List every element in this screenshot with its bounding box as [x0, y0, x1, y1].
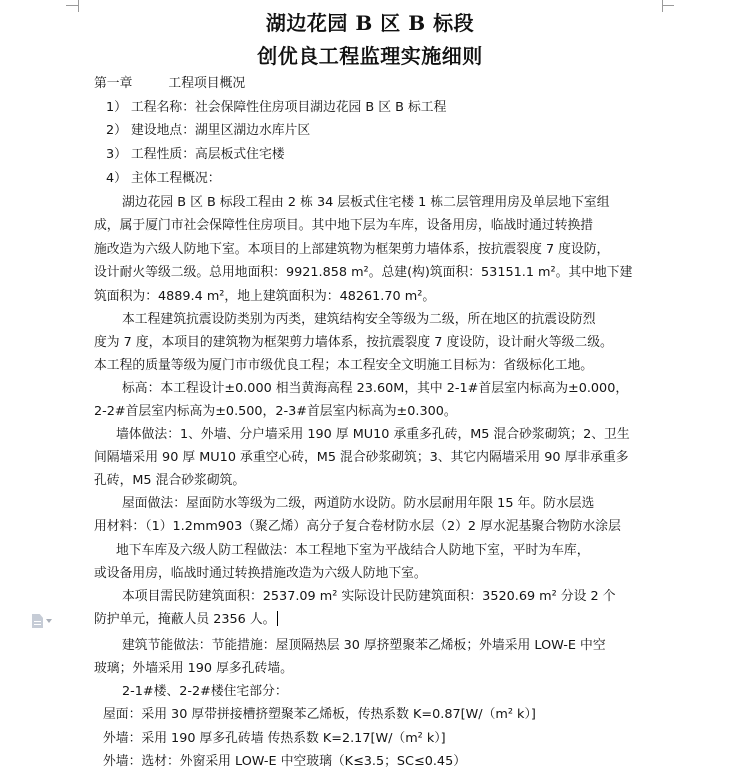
- paragraph-line: 2-2#首层室内标高为±0.500，2-3#首层室内标高为±0.300。: [94, 404, 457, 419]
- chapter-heading: [94, 75, 245, 93]
- paragraph-line: 本工程建筑抗震设防类别为丙类，建筑结构安全等级为二级，所在地区的抗震设防烈: [122, 312, 596, 327]
- paragraph-line: 用材料：（1）1.2mm903（聚乙烯）高分子复合卷材防水层（2）2 厚水泥基聚合物防水涂层: [94, 519, 621, 534]
- paragraph-options-button[interactable]: [32, 613, 62, 629]
- paragraph-line: 屋面做法：屋面防水等级为二级，两道防水设防。防水层耐用年限 15 年。防水层选: [122, 496, 595, 511]
- paragraph-options-icon: [32, 614, 43, 628]
- chapter-number: 第一章: [94, 76, 133, 91]
- paragraph-line: 本项目需民防建筑面积：2537.09 m² 实际设计民防建筑面积：3520.69 m² 分设 2 个: [122, 589, 616, 604]
- paragraph-line: 度为 7 度，本项目的建筑物为框架剪力墙体系，按抗震裂度 7 度设防，设计耐火等级二级。: [94, 335, 613, 350]
- paragraph-line: 或设备用房，临战时通过转换措施改造为六级人防地下室。: [94, 566, 427, 581]
- paragraph-line: 屋面：采用 30 厚带拼接槽挤塑聚苯乙烯板，传热系数 K=0.87[W/（m² k）]: [103, 707, 536, 722]
- paragraph-line: 施改造为六级人防地下室。本项目的上部建筑物为框架剪力墙体系，按抗震裂度 7 度设防，: [94, 242, 610, 257]
- list-item-1: 1） 工程名称：社会保障性住房项目湖边花园 B 区 B 标工程: [106, 100, 447, 115]
- crop-mark-top-right: [662, 5, 674, 6]
- list-item-2: 2） 建设地点：湖里区湖边水库片区: [106, 123, 311, 138]
- paragraph-line: 湖边花园 B 区 B 标段工程由 2 栋 34 层板式住宅楼 1 栋二层管理用房及单层地下室组: [122, 195, 610, 210]
- paragraph-line: 外墙：采用 190 厚多孔砖墙 传热系数 K=2.17[W/（m² k）]: [103, 731, 446, 746]
- text-cursor: [277, 611, 278, 626]
- paragraph-line: 孔砖，M5 混合砂浆砌筑。: [94, 473, 246, 488]
- paragraph-line: 玻璃；外墙采用 190 厚多孔砖墙。: [94, 661, 293, 676]
- paragraph-line: 标高：本工程设计±0.000 相当黄海高程 23.60M，其中 2-1#首层室内标高为±0.000，: [122, 381, 629, 396]
- crop-mark-top-left: [66, 5, 78, 6]
- paragraph-line: 地下车库及六级人防工程做法：本工程地下室为平战结合人防地下室，平时为车库，: [116, 543, 590, 558]
- list-item-4: 4） 主体工程概况：: [106, 171, 221, 186]
- paragraph-line: 2-1#楼、2-2#楼住宅部分：: [122, 684, 288, 699]
- paragraph-line-text: 防护单元，掩蔽人员 2356 人。: [94, 612, 276, 627]
- paragraph-line: 筑面积为：4889.4 m²，地上建筑面积为：48261.70 m²。: [94, 289, 436, 304]
- paragraph-line: 建筑节能做法：节能措施：屋顶隔热层 30 厚挤塑聚苯乙烯板；外墙采用 LOW-E 中空: [122, 638, 606, 653]
- document-title-line2: 创优良工程监理实施细则: [257, 44, 483, 68]
- paragraph-line: 墙体做法：1、外墙、分户墙采用 190 厚 MU10 承重多孔砖，M5 混合砂浆砌筑；2、卫生: [116, 427, 630, 442]
- paragraph-line: 外墙：选材：外窗采用 LOW-E 中空玻璃（K≤3.5；SC≤0.45）: [103, 754, 467, 769]
- paragraph-line: 设计耐火等级二级。总用地面积：9921.858 m²。总建(构)筑面积：53151.1 m²。其中地下建: [94, 265, 633, 280]
- list-item-3: 3） 工程性质：高层板式住宅楼: [106, 147, 285, 162]
- chevron-down-icon: [46, 619, 52, 623]
- document-title-line1: 湖边花园 B 区 B 标段: [265, 11, 475, 35]
- paragraph-line: 成，属于厦门市社会保障性住房项目。其中地下层为车库，设备用房，临战时通过转换措: [94, 218, 594, 233]
- paragraph-line: 间隔墙采用 90 厚 MU10 承重空心砖，M5 混合砂浆砌筑；3、其它内隔墙采用 90 厚非承重多: [94, 450, 629, 465]
- paragraph-line-with-cursor[interactable]: [94, 611, 278, 629]
- chapter-title: 工程项目概况: [168, 76, 246, 91]
- paragraph-line: 本工程的质量等级为厦门市市级优良工程；本工程安全文明施工目标为：省级标化工地。: [94, 358, 594, 373]
